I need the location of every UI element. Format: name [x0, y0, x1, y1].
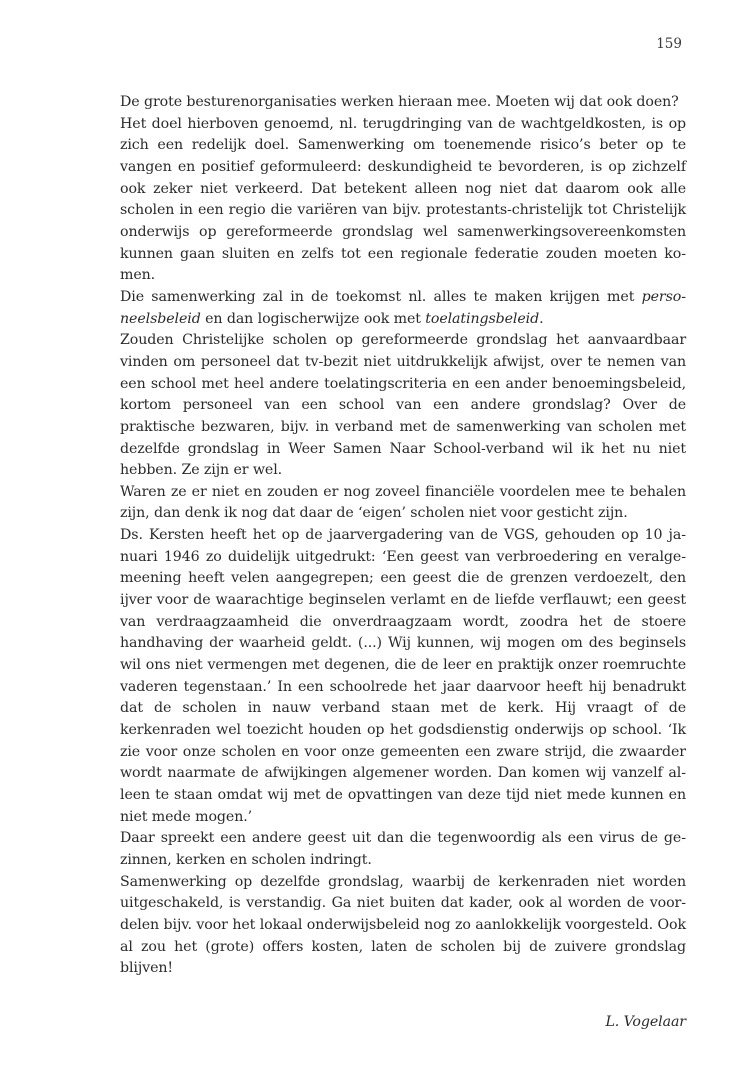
emphasis-personnel-policy: personeelsbeleid: [120, 288, 686, 327]
paragraph-cooperation-policy: [120, 287, 686, 330]
paragraph-text: .: [539, 310, 544, 327]
paragraph-text: en dan logischerwijze ook met: [200, 310, 426, 327]
paragraph-intro-question: De grote besturenorganisaties werken hieraan mee. Moeten wij dat ook doen?: [120, 94, 679, 110]
paragraph-personnel-question: Zouden Christelijke scholen op gereformeerde grondslag het aanvaardbaar vinden om personeel dat tv-bezit niet uitdrukkelijk afwijst, over te nemen van een school met heel andere toelatingscriteria en een ander benoemingsbeleid, kortom personeel van een school van een andere grondslag? Over de praktische bezwaren, bijv. in verband met de samenwerking van scholen met dezelfde grondslag in Weer Samen Naar School-verband wil ik het nu niet hebben. Ze zijn er wel.: [120, 332, 686, 479]
paragraph-conclusion: Samenwerking op dezelfde grondslag, waarbij de kerkenraden niet worden uitgeschakeld, is verstandig. Ga niet buiten dat kader, ook al worden de voordelen bijv. voor het lokaal onderwijsbeleid nog zo aanlokkelijk voorgesteld. Ook al zou het (grote) offers kosten, laten de scholen bij de zuivere grondslag blijven!: [120, 873, 686, 977]
page-number: 159: [656, 36, 682, 52]
article-body: [120, 92, 686, 980]
paragraph-goal: Het doel hierboven genoemd, nl. terugdringing van de wachtgeldkosten, is op zich een redelijk doel. Samenwerking om toenemende risico’s beter op te vangen en positief geformuleerd: deskundigheid te bevorderen, is op zichzelf ook zeker niet verkeerd. Dat betekent alleen nog niet dat daarom ook alle scholen in een regio die variëren van bijv. protestants-christelijk tot Christelijk onderwijs op gereformeerde grondslag wel samenwerkingsovereenkomsten kunnen gaan sluiten en zelfs tot een regionale federatie zouden moeten komen.: [120, 115, 686, 284]
paragraph-text: Die samenwerking zal in de toekomst nl. alles te maken krijgen met: [120, 288, 642, 305]
paragraph-kersten-quote: Ds. Kersten heeft het op de jaarvergadering van de VGS, gehouden op 10 januari 1946 zo duidelijk uitgedrukt: ‘Een geest van verbroedering en veralgemeening heeft velen aangegrepen; een geest die de grenzen verdoezelt, den ijver voor de waarachtige beginselen verlamt en de liefde verflauwt; een geest van verdraagzaamheid die onverdraagzaam wordt, zoodra het de stoere handhaving der waarheid geldt. (...) Wij kunnen, wij mogen om des beginsels wil ons niet vermengen met degenen, die de leer en praktijk onzer roemruchte vaderen tegenstaan.’ In een schoolrede het jaar daarvoor heeft hij benadrukt dat de scholen in nauw verband staan met de kerk. Hij vraagt of de kerkenraden wel toezicht houden op het godsdienstig onderwijs op school. ‘Ik zie voor onze scholen en voor onze gemeenten een zware strijd, die zwaarder wordt naarmate de afwijkingen algemener worden. Dan komen wij vanzelf alleen te staan omdat wij met de opvattingen van deze tijd niet mede kunnen en niet mede mogen.’: [120, 527, 686, 825]
author-signature: L. Vogelaar: [605, 1014, 686, 1030]
paragraph-financial-benefits: Waren ze er niet en zouden er nog zoveel financiële voordelen mee te behalen zijn, dan denk ik nog dat daar de ‘eigen’ scholen niet voor gesticht zijn.: [120, 483, 686, 522]
paragraph-other-spirit: Daar spreekt een andere geest uit dan die tegenwoordig als een virus de gezinnen, kerken en scholen indringt.: [120, 830, 686, 868]
emphasis-admission-policy: toelatingsbeleid: [425, 310, 540, 327]
